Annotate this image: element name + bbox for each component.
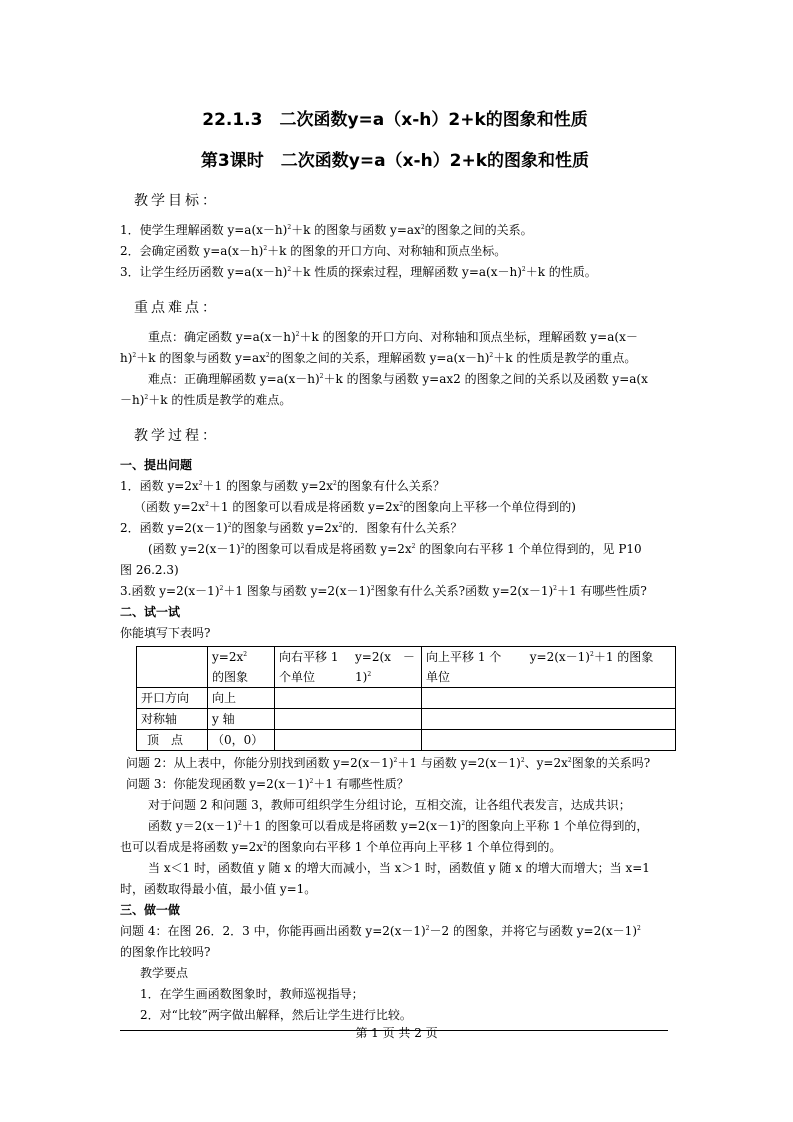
row-label: 顶 点 <box>137 730 208 751</box>
p3-line: 的图象作比较吗? <box>120 945 211 959</box>
p1-line: 3.函数 $y=2(x-1)^2+1$ 图象与函数 $y=2(x-1)^2$图象有什么关系?函数 $y=2(x-1)^2+1$ 有哪些性质? <box>120 584 647 598</box>
p1-line: 图 26.2.3) <box>120 563 179 577</box>
document-page <box>120 100 670 1031</box>
table-row <box>137 730 676 751</box>
key-line: －h)$^2$＋k 的性质是教学的难点。 <box>120 393 292 407</box>
table-cell: （0，0） <box>208 730 275 751</box>
part2-heading: 二、试一试 <box>120 605 181 619</box>
objectives-list <box>120 220 670 283</box>
p1-line: 1．函数 $y=2x^2+1$ 的图象与函数 $y=2x^2$的图象有什么关系？ <box>120 479 445 493</box>
table-row <box>137 688 676 709</box>
table-header: y=2(x － 1)$^2$ <box>351 647 422 688</box>
key-points <box>120 327 670 411</box>
p3-line: 2．对“比较”两字做出解释，然后让学生进行比较。 <box>140 1008 412 1022</box>
key-line: h)$^2$＋k 的图象与函数 $y=ax^2$的图象之间的关系，理解函数 $y=a(x-h)^2+k$ 的性质是教学的重点。 <box>120 351 637 365</box>
key-line: 难点：正确理解函数 $y=a(x-h)^2+k$ 的图象与函数 y=ax2 的图象之间的关系以及函数 y=a(x <box>148 372 648 386</box>
key-points-heading: 重点难点： <box>134 300 219 316</box>
objective-item: 2．会确定函数 $y=a(x-h)^2+k$ 的图象的开口方向、对称轴和顶点坐标。 <box>120 244 507 258</box>
row-label: 开口方向 <box>137 688 208 709</box>
page-footer: 第 1 页 共 2 页 <box>355 1026 438 1040</box>
objective-item: 3．让学生经历函数 $y=a(x-h)^2+k$ 性质的探索过程，理解函数 $y=a(x-h)^2+k$ 的性质。 <box>120 265 597 279</box>
p2-line: 函数 $y=2(x-1)^2+1$ 的图象可以看成是将函数 $y=2(x-1)^2$的图象向上平称 1 个单位得到的， <box>148 819 649 833</box>
table-cell: 向上 <box>208 688 275 709</box>
table-header: $y=2(x-1)^2+1$ 的图象 <box>508 647 676 688</box>
process-heading: 教学过程： <box>134 428 219 444</box>
table-header: 向右平移 1 个单位 <box>275 647 352 688</box>
table-header: $y=2x^2$ 的图象 <box>208 647 275 688</box>
p2-line: 也可以看成是将函数 $y=2x^2$的图象向右平移 1 个单位再向上平移 1 个单位得到的。 <box>120 840 562 854</box>
key-line: 重点：确定函数 $y=a(x-h)^2+k$ 的图象的开口方向、对称轴和顶点坐标，理解函数 y=a(x－ <box>148 330 638 344</box>
table-cell: y 轴 <box>208 709 275 730</box>
p3-line: 教学要点 <box>140 966 189 980</box>
table-header-row <box>137 647 676 688</box>
p3-line: 1．在学生画函数图象时，教师巡视指导； <box>140 987 364 1001</box>
table-intro: 你能填写下表吗? <box>120 626 211 640</box>
p2-line: 问题 3：你能发现函数 $y=2(x-1)^2+1$ 有哪些性质？ <box>126 777 409 791</box>
p1-line: 2．函数 $y=2(x-1)^2$的图象与函数 $y=2x^2$的．图象有什么关系？ <box>120 521 463 535</box>
transform-table <box>136 646 676 751</box>
lesson-title: 第3课时 二次函数y=a（x-h）2+k的图象和性质 <box>200 151 590 171</box>
p2-line: 时，函数取得最小值，最小值 y=1。 <box>120 882 317 896</box>
objective-item: 1．使学生理解函数 $y=a(x-h)^2+k$ 的图象与函数 $y=ax^2$的图象之间的关系。 <box>120 223 533 237</box>
p3-line: 问题 4：在图 26．2．3 中，你能再画出函数 $y=2(x-1)^2-2$ 的图象，并将它与函数 $y=2(x-1)^2$ <box>120 924 641 938</box>
p2-line: 问题 2：从上表中，你能分别找到函数 $y=2(x-1)^2+1$ 与函数 $y=2(x-1)^2$、$y=2x^2$图象的关系吗? <box>126 756 651 770</box>
table-header: 向上平移 1 个单位 <box>422 647 509 688</box>
p1-line: （函数 $y=2x^2+1$ 的图象可以看成是将函数 $y=2x^2$的图象向上平移一个单位得到的) <box>134 500 576 514</box>
part3-heading: 三、做一做 <box>120 903 181 917</box>
p1-line: (函数 $y=2(x-1)^2$的图象可以看成是将函数 $y=2x^2$ 的图象向右平移 1 个单位得到的，见 P10 <box>148 542 642 556</box>
p2-line: 对于问题 2 和问题 3，教师可组织学生分组讨论，互相交流，让各组代表发言，达成共识； <box>148 798 631 812</box>
objectives-heading: 教学目标： <box>134 193 219 209</box>
row-label: 对称轴 <box>137 709 208 730</box>
main-title: 22.1.3 二次函数y=a（x-h）2+k的图象和性质 <box>202 110 588 130</box>
table-row <box>137 709 676 730</box>
part1-heading: 一、提出问题 <box>120 458 193 472</box>
p2-line: 当 x＜1 时，函数值 y 随 x 的增大而减小，当 x＞1 时，函数值 y 随 x 的增大而增大；当 x=1 <box>148 861 650 875</box>
